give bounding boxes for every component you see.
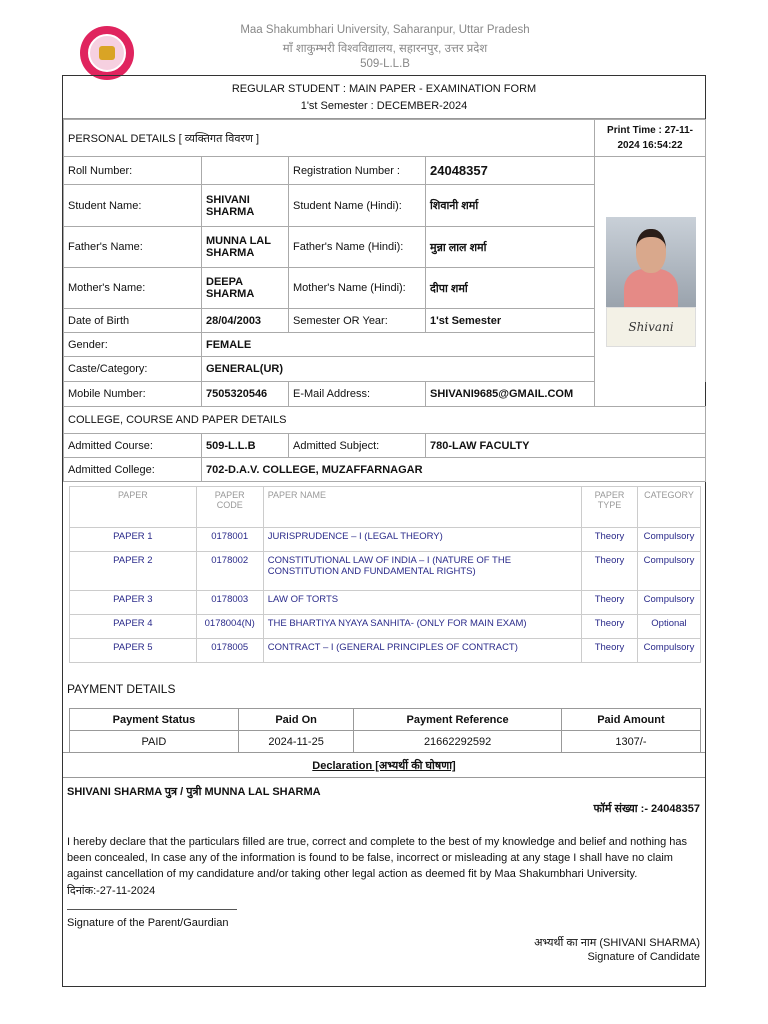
candidate-signature-label: Signature of Candidate xyxy=(587,951,700,963)
paper-name: LAW OF TORTS xyxy=(263,591,581,615)
paper-row xyxy=(70,591,701,615)
student-signature: Shivani xyxy=(606,307,696,347)
name-hi-label: Student Name (Hindi): xyxy=(289,185,426,227)
paper-category: Compulsory xyxy=(637,552,700,591)
email-value: SHIVANI9685@GMAIL.COM xyxy=(426,382,595,407)
university-logo xyxy=(80,26,134,80)
paper-code: 0178005 xyxy=(196,639,263,663)
form-title-text: REGULAR STUDENT : MAIN PAPER - EXAMINATION FORM xyxy=(231,83,537,95)
paper-code: 0178001 xyxy=(196,528,263,552)
parent-signature-label: Signature of the Parent/Gaurdian xyxy=(67,917,229,929)
paper-category: Optional xyxy=(637,615,700,639)
caste-label: Caste/Category: xyxy=(64,357,202,382)
paper-type: Theory xyxy=(582,615,638,639)
subject-value: 780-LAW FACULTY xyxy=(426,434,706,458)
father-value: MUNNA LAL SHARMA xyxy=(202,227,289,268)
college-value: 702-D.A.V. COLLEGE, MUZAFFARNAGAR xyxy=(202,458,706,482)
university-name-en: Maa Shakumbhari University, Saharanpur, Uttar Pradesh xyxy=(240,24,530,36)
mobile-label: Mobile Number: xyxy=(64,382,202,407)
payment-table xyxy=(69,708,701,753)
declaration-relation: SHIVANI SHARMA पुत्र / पुत्री MUNNA LAL SHARMA xyxy=(67,786,321,798)
header-code: PAPER CODE xyxy=(196,487,263,528)
personal-heading: PERSONAL DETAILS [ व्यक्तिगत विवरण ] xyxy=(64,120,595,157)
name-value: SHIVANI SHARMA xyxy=(202,185,289,227)
name-hi-value: शिवानी शर्मा xyxy=(426,185,595,227)
form-session: 1'st Semester : DECEMBER-2024 xyxy=(300,100,468,112)
paper-table xyxy=(69,486,701,663)
declaration-date: दिनांक:-27-11-2024 xyxy=(67,885,156,897)
payment-ref-header: Payment Reference xyxy=(354,709,562,731)
paper-header-row xyxy=(70,487,701,528)
paper-row xyxy=(70,552,701,591)
father-label: Father's Name: xyxy=(64,227,202,268)
header-paper: PAPER xyxy=(70,487,197,528)
paper-number: PAPER 3 xyxy=(70,591,197,615)
paper-row xyxy=(70,528,701,552)
form-title xyxy=(63,76,705,119)
paper-category: Compulsory xyxy=(637,639,700,663)
payment-status-header: Payment Status xyxy=(70,709,239,731)
dob-value: 28/04/2003 xyxy=(202,309,289,333)
father-hi-value: मुन्ना लाल शर्मा xyxy=(426,227,595,268)
paper-name: CONSTITUTIONAL LAW OF INDIA – I (NATURE OF THE CONSTITUTION AND FUNDAMENTAL RIGHTS) xyxy=(263,552,581,591)
header-type: PAPER TYPE xyxy=(582,487,638,528)
course-value: 509-L.L.B xyxy=(202,434,289,458)
dob-label: Date of Birth xyxy=(64,309,202,333)
paper-name: JURISPRUDENCE – I (LEGAL THEORY) xyxy=(263,528,581,552)
mother-label: Mother's Name: xyxy=(64,268,202,309)
paper-type: Theory xyxy=(582,639,638,663)
course-label: Admitted Course: xyxy=(64,434,202,458)
payment-ref: 21662292592 xyxy=(354,731,562,753)
photo-image xyxy=(606,217,696,307)
paper-name: THE BHARTIYA NYAYA SANHITA- (ONLY FOR MAIN EXAM) xyxy=(263,615,581,639)
subject-label: Admitted Subject: xyxy=(289,434,426,458)
university-name-hi: माँ शाकुम्भरी विश्वविद्यालय, सहारनपुर, उत्तर प्रदेश xyxy=(282,43,488,55)
reg-value: 24048357 xyxy=(426,157,595,185)
course-code: 509-L.L.B xyxy=(360,58,410,70)
gender-label: Gender: xyxy=(64,333,202,357)
reg-label: Registration Number : xyxy=(289,157,426,185)
payment-status: PAID xyxy=(70,731,239,753)
gender-value: FEMALE xyxy=(202,333,595,357)
paper-type: Theory xyxy=(582,591,638,615)
declaration-heading: Declaration [अभ्यर्थी की घोषणा] xyxy=(312,760,456,772)
paid-amount: 1307/- xyxy=(561,731,700,753)
paid-amount-header: Paid Amount xyxy=(561,709,700,731)
father-hi-label: Father's Name (Hindi): xyxy=(289,227,426,268)
paper-number: PAPER 5 xyxy=(70,639,197,663)
header-name: PAPER NAME xyxy=(263,487,581,528)
paid-on-header: Paid On xyxy=(238,709,353,731)
sem-value: 1'st Semester xyxy=(426,309,595,333)
mother-value: DEEPA SHARMA xyxy=(202,268,289,309)
paper-number: PAPER 4 xyxy=(70,615,197,639)
print-time: Print Time : 27-11-2024 16:54:22 xyxy=(595,120,706,157)
email-label: E-Mail Address: xyxy=(289,382,426,407)
paper-name: CONTRACT – I (GENERAL PRINCIPLES OF CONTRACT) xyxy=(263,639,581,663)
paper-row xyxy=(70,615,701,639)
paper-code: 0178002 xyxy=(196,552,263,591)
mobile-value: 7505320546 xyxy=(202,382,289,407)
candidate-name: अभ्यर्थी का नाम (SHIVANI SHARMA) xyxy=(534,937,700,949)
paper-row xyxy=(70,639,701,663)
payment-heading: PAYMENT DETAILS xyxy=(67,682,176,696)
paper-type: Theory xyxy=(582,528,638,552)
paper-type: Theory xyxy=(582,552,638,591)
caste-value: GENERAL(UR) xyxy=(202,357,595,382)
sem-label: Semester OR Year: xyxy=(289,309,426,333)
declaration-text: I hereby declare that the particulars filled are true, correct and complete to the best of my knowledge and belief and nothing has been concealed, In case any of the information is found to be false, incorrect or misleading at any stage I shall have no claim against cancellation of my candidature and/or taking other legal action as deemed fit by Maa Shakumbhari University. xyxy=(67,836,688,880)
paper-number: PAPER 2 xyxy=(70,552,197,591)
roll-value xyxy=(202,157,289,185)
form-box xyxy=(62,75,706,987)
paper-code: 0178004(N) xyxy=(196,615,263,639)
name-label: Student Name: xyxy=(64,185,202,227)
header-category: CATEGORY xyxy=(637,487,700,528)
paper-code: 0178003 xyxy=(196,591,263,615)
paid-on: 2024-11-25 xyxy=(238,731,353,753)
form-number: फॉर्म संख्या :- 24048357 xyxy=(593,803,700,815)
student-photo xyxy=(606,217,696,347)
college-label: Admitted College: xyxy=(64,458,202,482)
college-heading: COLLEGE, COURSE AND PAPER DETAILS xyxy=(64,407,706,434)
mother-hi-label: Mother's Name (Hindi): xyxy=(289,268,426,309)
paper-category: Compulsory xyxy=(637,591,700,615)
mother-hi-value: दीपा शर्मा xyxy=(426,268,595,309)
roll-label: Roll Number: xyxy=(64,157,202,185)
paper-number: PAPER 1 xyxy=(70,528,197,552)
paper-category: Compulsory xyxy=(637,528,700,552)
